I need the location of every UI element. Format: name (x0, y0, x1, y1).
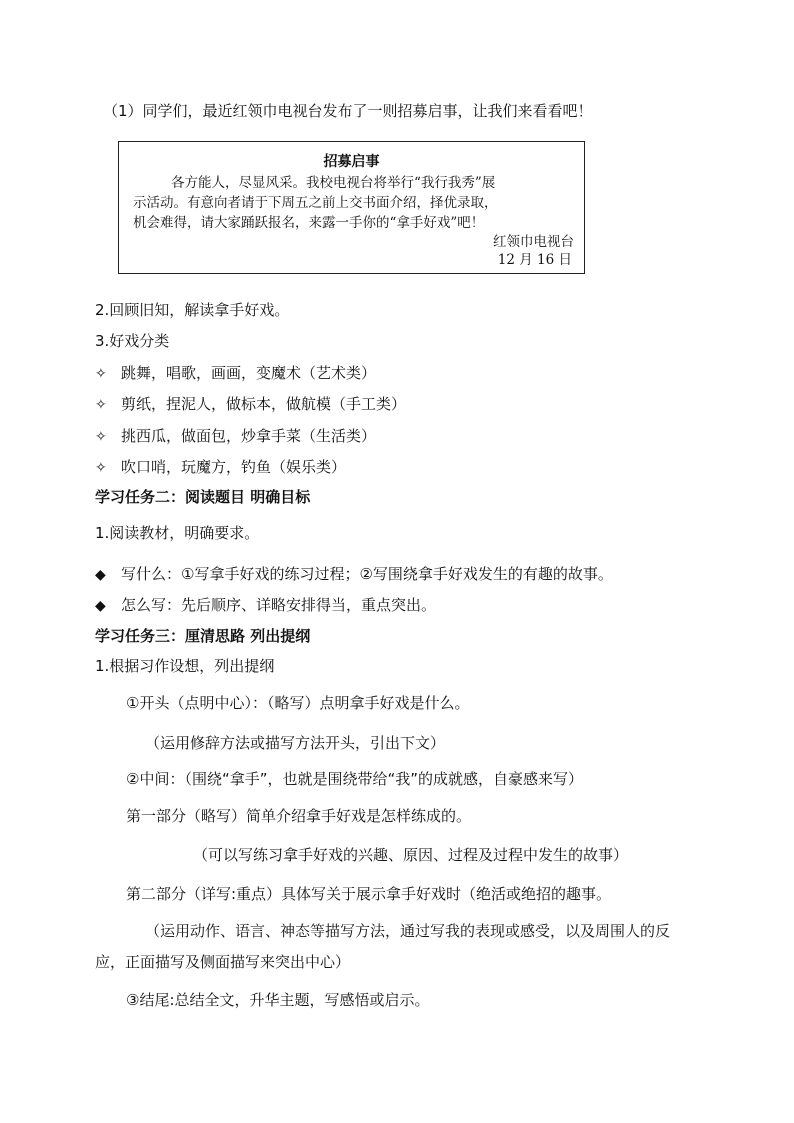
outline-middle: ②中间：（围绕“拿手”，也就是围绕带给“我”的成就感，自豪感来写） (126, 770, 584, 788)
task3-heading: 学习任务三：厘清思路 列出提纲 (95, 627, 311, 645)
outline-opening-note: （运用修辞方法或描写方法开头，引出下文） (145, 734, 446, 752)
list-item-text: 怎么写：先后顺序、详略安排得当，重点突出。 (121, 596, 437, 614)
classify-heading: 3.好戏分类 (95, 332, 170, 350)
intro-text: （1）同学们，最近红领巾电视台发布了一则招募启事，让我们来看看吧！ (103, 102, 593, 120)
list-item-text: 跳舞，唱歌，画画，变魔术（艺术类） (121, 364, 377, 382)
outline-opening: ①开头（点明中心）：（略写）点明拿手好戏是什么。 (126, 694, 470, 712)
notice-line-2: 示活动。有意向者请于下周五之前上交书面介绍，择优录取， (133, 195, 498, 211)
list-item-text: 挑西瓜，做面包，炒拿手菜（生活类） (121, 427, 377, 445)
outline-part2-note-2: 应，正面描写及侧面描写来突出中心） (95, 953, 351, 971)
list-item-text: 吹口哨，玩魔方，钓鱼（娱乐类） (121, 458, 347, 476)
outline-ending: ③结尾:总结全文，升华主题，写感悟或启示。 (126, 991, 430, 1009)
star-bullet-icon: ✧ (95, 366, 107, 382)
review-text: 2.回顾旧知，解读拿手好戏。 (95, 301, 290, 319)
notice-signature: 红领巾电视台 (493, 234, 574, 250)
task2-step1: 1.阅读教材，明确要求。 (95, 524, 260, 542)
list-item (95, 564, 613, 585)
list-item-text: 写什么：①写拿手好戏的练习过程；②写围绕拿手好戏发生的有趣的故事。 (121, 565, 613, 583)
outline-part2-note-1: （运用动作、语言、神态等描写方法，通过写我的表现或感受，以及周围人的反 (145, 922, 671, 940)
list-item (95, 363, 376, 384)
outline-part1: 第一部分（略写）简单介绍拿手好戏是怎样练成的。 (126, 807, 472, 825)
outline-part2: 第二部分（详写:重点）具体写关于展示拿手好戏时（绝活或绝招的趣事。 (126, 885, 612, 903)
star-bullet-icon: ✧ (95, 460, 107, 476)
task3-step1: 1.根据习作设想，列出提纲 (95, 657, 275, 675)
task2-heading: 学习任务二：阅读题目 明确目标 (95, 488, 311, 506)
list-item-text: 剪纸，捏泥人，做标本，做航模（手工类） (121, 395, 407, 413)
star-bullet-icon: ✧ (95, 397, 107, 413)
diamond-bullet-icon: ◆ (95, 567, 106, 583)
list-item (95, 457, 346, 478)
notice-line-3: 机会难得，请大家踊跃报名，来露一手你的“拿手好戏”吧！ (133, 215, 485, 231)
notice-line-1: 各方能人，尽显风采。我校电视台将举行“我行我秀”展 (171, 175, 496, 191)
list-item (95, 426, 376, 447)
notice-date: 12 月 16 日 (497, 252, 572, 268)
recruitment-notice-box (118, 141, 585, 274)
list-item (95, 394, 406, 415)
list-item (95, 595, 436, 616)
notice-title: 招募启事 (323, 154, 380, 170)
star-bullet-icon: ✧ (95, 429, 107, 445)
outline-part1-note: （可以写练习拿手好戏的兴趣、原因、过程及过程中发生的故事） (193, 846, 629, 864)
diamond-bullet-icon: ◆ (95, 598, 106, 614)
